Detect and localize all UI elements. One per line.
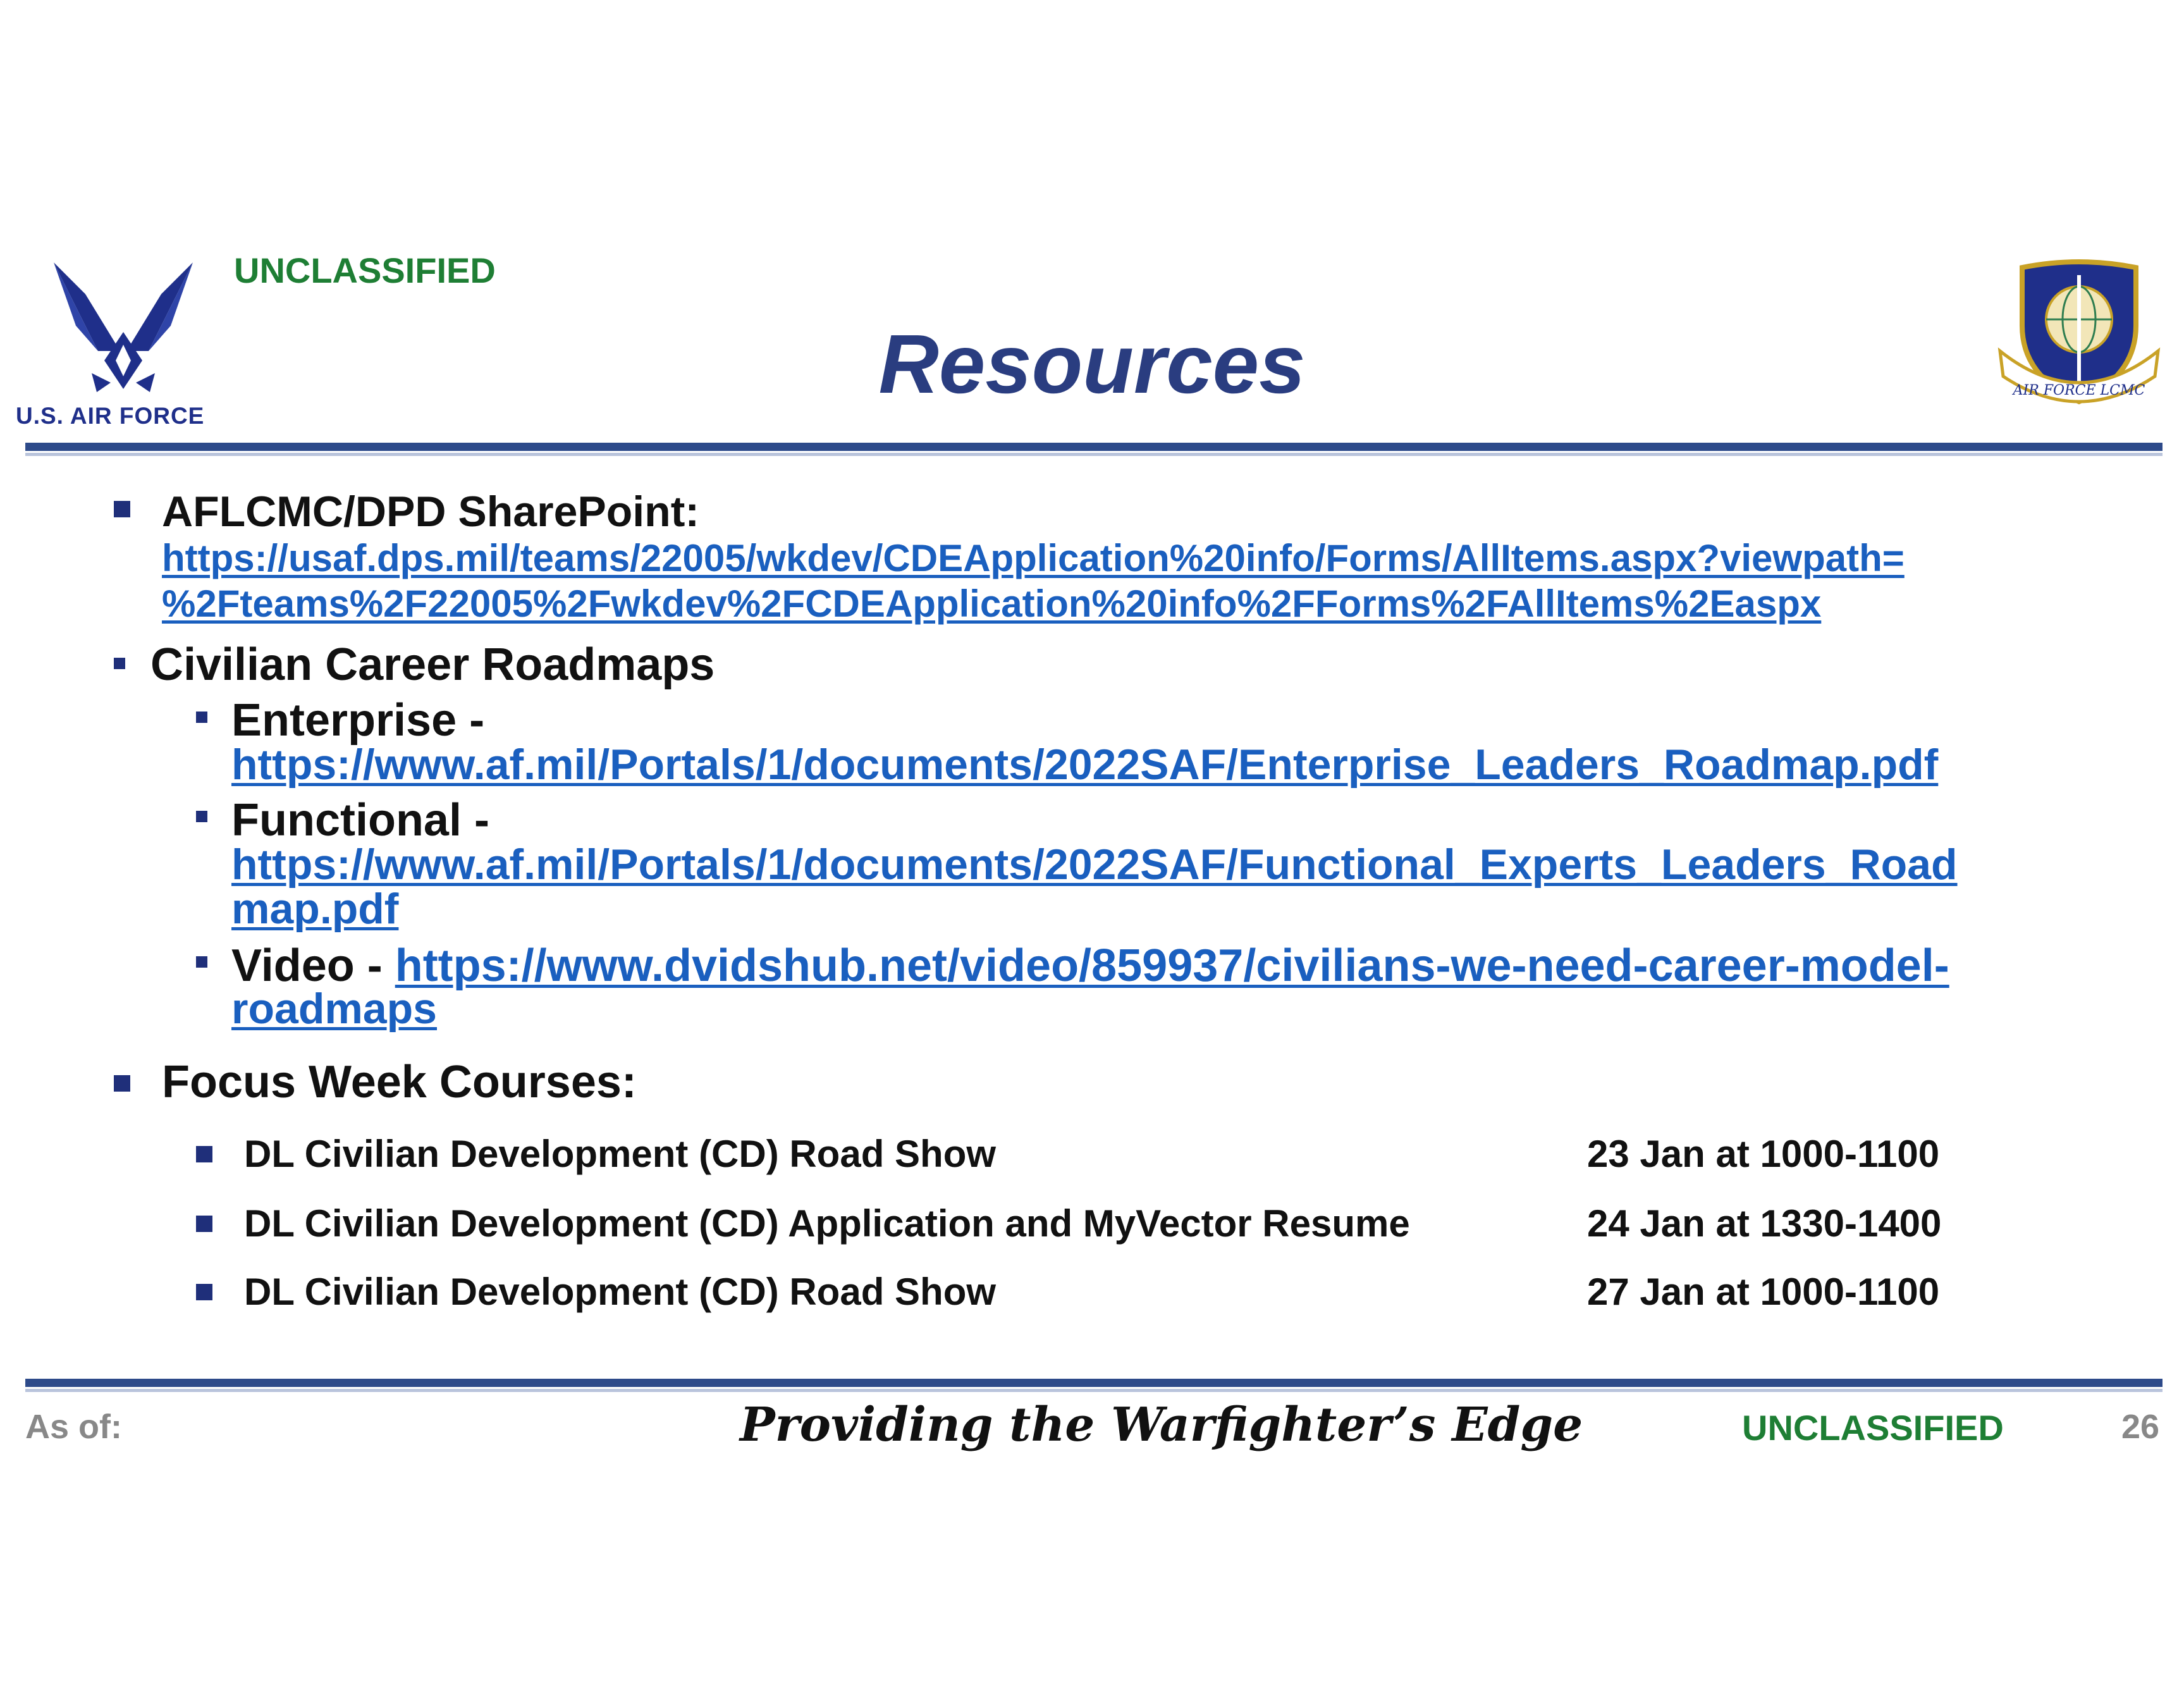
course-name: DL Civilian Development (CD) Application and MyVector Resume [244, 1202, 1410, 1245]
course-name: DL Civilian Development (CD) Road Show [244, 1133, 997, 1175]
roadmaps-label: Civilian Career Roadmaps [150, 639, 715, 690]
square-bullet-icon [114, 1075, 130, 1092]
header-classification: UNCLASSIFIED [234, 250, 496, 290]
sharepoint-label: AFLCMC/DPD SharePoint: [162, 488, 699, 536]
video-line [231, 940, 1949, 992]
page-title: Resources [878, 317, 1306, 410]
square-bullet-icon [196, 1284, 212, 1300]
functional-label: Functional - [231, 795, 489, 846]
square-bullet-icon [196, 956, 207, 968]
focus-week-label: Focus Week Courses: [162, 1057, 637, 1107]
square-bullet-icon [196, 712, 207, 723]
video-label: Video - [231, 940, 395, 991]
enterprise-roadmap-link[interactable]: https://www.af.mil/Portals/1/documents/2022SAF/Enterprise_Leaders_Roadmap.pdf [231, 741, 1939, 789]
page-number: 26 [2121, 1408, 2160, 1446]
aflcmc-emblem-text: AIR FORCE LCMC [2013, 383, 2145, 398]
footer-rule-shadow [25, 1389, 2163, 1392]
course-time: 23 Jan at 1000-1100 [1587, 1133, 1940, 1175]
video-link-line1[interactable]: https://www.dvidshub.net/video/859937/civilians-we-need-career-model- [395, 940, 1949, 991]
square-bullet-icon [114, 501, 130, 517]
sharepoint-link-line1[interactable]: https://usaf.dps.mil/teams/22005/wkdev/CDEApplication%20info/Forms/AllItems.aspx?viewpath= [162, 537, 1905, 579]
footer-rule [25, 1379, 2163, 1387]
header-rule [25, 443, 2163, 451]
course-time: 24 Jan at 1330-1400 [1587, 1202, 1942, 1245]
course-name: DL Civilian Development (CD) Road Show [244, 1271, 997, 1313]
aflcmc-emblem [1997, 256, 2161, 421]
enterprise-label: Enterprise - [231, 695, 485, 746]
course-time: 27 Jan at 1000-1100 [1587, 1271, 1940, 1313]
sharepoint-link-line2[interactable]: %2Fteams%2F22005%2Fwkdev%2FCDEApplication%20info%2FForms%2FAllItems%2Easpx [162, 582, 1822, 625]
square-bullet-icon [196, 811, 207, 822]
functional-roadmap-link-line1[interactable]: https://www.af.mil/Portals/1/documents/2022SAF/Functional_Experts_Leaders_Road [231, 841, 1958, 889]
square-bullet-icon [196, 1146, 212, 1162]
footer-classification: UNCLASSIFIED [1742, 1408, 2004, 1448]
functional-roadmap-link-line2[interactable]: map.pdf [231, 885, 399, 933]
video-link-line2[interactable]: roadmaps [231, 985, 437, 1033]
square-bullet-icon [196, 1216, 212, 1232]
usaf-logo-text: U.S. AIR FORCE [16, 403, 205, 429]
as-of-label: As of: [25, 1408, 122, 1446]
footer-tagline: Providing the Warfighter’s Edge [740, 1398, 1583, 1452]
square-bullet-icon [114, 658, 125, 669]
header-rule-shadow [25, 453, 2163, 456]
